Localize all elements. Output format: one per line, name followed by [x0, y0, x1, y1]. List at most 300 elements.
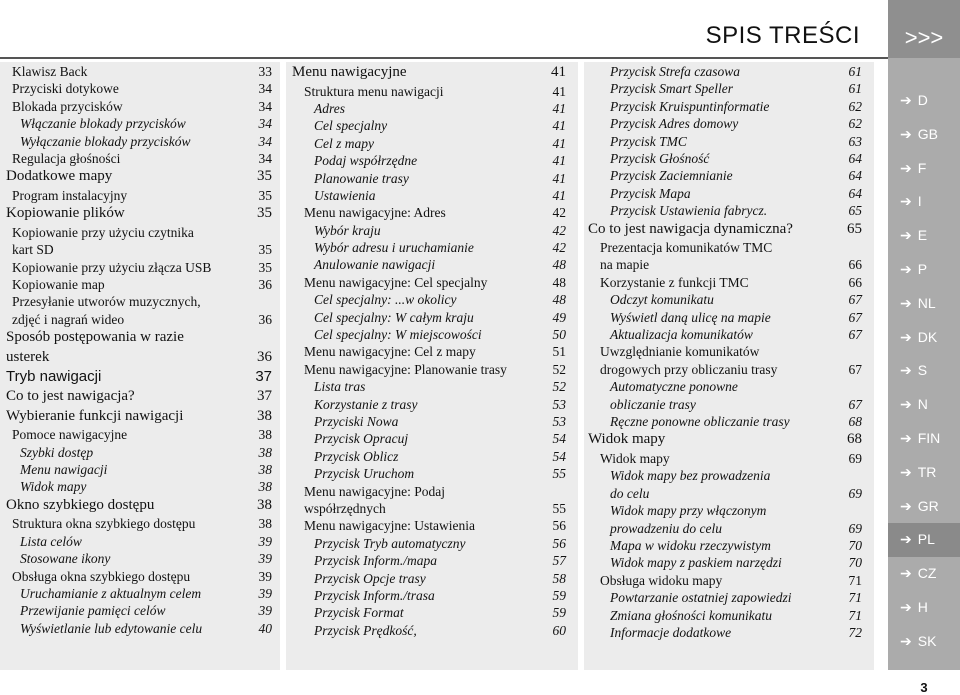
toc-entry[interactable] [6, 550, 272, 567]
toc-entry-page: 34 [258, 116, 272, 132]
toc-entry-title: Przycisk Opracuj [314, 431, 409, 447]
toc-entry-page: 51 [552, 344, 566, 360]
toc-entry[interactable] [292, 413, 566, 430]
toc-entry-page: 37 [257, 388, 272, 405]
toc-entry[interactable] [292, 552, 566, 569]
toc-entry-title: zdjęć i nagrań wideo [12, 311, 125, 327]
toc-entry-page: 69 [848, 450, 862, 466]
toc-entry-page: 42 [552, 222, 566, 238]
language-link-i[interactable] [888, 185, 960, 219]
toc-entry-title: Widok mapy bez prowadzenia [610, 468, 771, 484]
toc-entry-title: Pomoce nawigacyjne [12, 427, 128, 443]
toc-entry[interactable] [292, 535, 566, 552]
toc-entry[interactable] [588, 309, 862, 326]
toc-entry-page: 71 [848, 607, 862, 623]
toc-entry-title: na mapie [600, 257, 650, 273]
language-code: DK [917, 328, 938, 345]
toc-entry-title: Blokada przycisków [12, 98, 123, 114]
toc-entry-page: 67 [848, 327, 862, 343]
toc-entry[interactable] [292, 448, 566, 465]
toc-entry-page: 41 [552, 118, 566, 134]
language-code: TR [917, 463, 937, 480]
toc-entry[interactable] [588, 624, 862, 641]
language-link-gb[interactable] [888, 118, 960, 152]
toc-entry-page: 33 [258, 63, 272, 79]
toc-entry-page: 53 [552, 396, 566, 412]
toc-entry-title: Włączanie blokady przycisków [20, 116, 186, 132]
toc-entry[interactable] [6, 602, 272, 619]
toc-entry-title: Menu nawigacyjne: Planowanie trasy [304, 361, 507, 377]
toc-entry[interactable] [6, 515, 272, 532]
toc-entry[interactable] [588, 485, 862, 502]
toc-entry-page: 72 [848, 624, 862, 640]
toc-entry-page: 52 [552, 361, 566, 377]
toc-entry-page: 39 [258, 533, 272, 549]
toc-entry[interactable] [588, 502, 862, 519]
toc-entry-page: 36 [257, 348, 272, 365]
language-code: P [917, 260, 928, 277]
arrow-right-icon: ➔ [900, 463, 912, 480]
toc-entry-page: 69 [848, 485, 862, 501]
toc-entry-page: 48 [552, 257, 566, 273]
toc-entry[interactable] [292, 500, 566, 517]
toc-entry[interactable] [588, 396, 862, 413]
toc-entry[interactable] [292, 622, 566, 639]
language-code: GB [917, 125, 938, 142]
toc-entry-title: Prezentacja komunikatów TMC [600, 240, 773, 256]
toc-entry-title: Wybieranie funkcji nawigacji [6, 407, 184, 424]
next-page-button[interactable]: >>> [888, 0, 960, 58]
toc-entry-title: Uruchamianie z aktualnym celem [20, 585, 202, 601]
toc-entry-title: Obsługa widoku mapy [600, 572, 723, 588]
language-link-s[interactable] [888, 354, 960, 388]
arrow-right-icon: ➔ [900, 497, 912, 514]
language-code: SK [917, 632, 937, 649]
toc-entry-page: 65 [848, 203, 862, 219]
language-link-pl[interactable] [888, 523, 960, 557]
toc-entry-title: Adres [314, 100, 345, 116]
language-link-tr[interactable] [888, 456, 960, 490]
toc-entry[interactable] [292, 100, 566, 117]
toc-entry-title: Menu nawigacyjne [292, 64, 407, 80]
language-link-n[interactable] [888, 388, 960, 422]
toc-entry-page: 52 [552, 379, 566, 395]
language-code: I [917, 193, 922, 210]
toc-entry-page: 67 [848, 361, 862, 377]
arrow-right-icon: ➔ [900, 260, 912, 277]
toc-entry-page: 62 [848, 116, 862, 132]
toc-entry[interactable] [588, 167, 862, 184]
toc-entry-page: 41 [552, 153, 566, 169]
toc-entry-page: 40 [258, 620, 272, 636]
toc-entry[interactable] [292, 517, 566, 534]
toc-entry-page: 67 [848, 292, 862, 308]
toc-entry[interactable] [588, 450, 862, 467]
toc-entry-title: Przyciski dotykowe [12, 81, 119, 97]
toc-entry-page: 34 [258, 98, 272, 114]
toc-entry[interactable] [6, 407, 272, 427]
toc-entry-title: Cel specjalny: W całym kraju [314, 309, 474, 325]
toc-entry[interactable] [588, 291, 862, 308]
toc-entry[interactable] [292, 187, 566, 204]
toc-entry-title: Wyświetl daną ulicę na mapie [610, 309, 771, 325]
toc-entry[interactable] [292, 222, 566, 239]
language-code: D [917, 92, 928, 108]
toc-entry-title: Obsługa okna szybkiego dostępu [12, 568, 191, 584]
toc-entry[interactable] [6, 224, 272, 241]
toc-entry[interactable] [6, 276, 272, 293]
language-link-cz[interactable] [888, 557, 960, 591]
toc-entry[interactable] [292, 152, 566, 169]
toc-entry-title: Lista celów [20, 533, 82, 549]
toc-entry-title: Cel specjalny [314, 118, 388, 134]
toc-entry[interactable] [588, 274, 862, 291]
toc-entry[interactable] [588, 133, 862, 150]
toc-entry[interactable] [292, 587, 566, 604]
language-code: N [917, 396, 928, 413]
toc-entry[interactable] [292, 204, 566, 221]
toc-entry[interactable] [588, 115, 862, 132]
toc-entry[interactable] [588, 554, 862, 571]
toc-entry-page: 41 [551, 64, 566, 80]
toc-entry-title: Mapa w widoku rzeczywistym [610, 537, 771, 553]
toc-entry-title: drogowych przy obliczaniu trasy [600, 361, 778, 377]
toc-entry-title: Przycisk Format [314, 605, 404, 621]
toc-entry-title: Szybki dostęp [20, 444, 94, 460]
arrow-right-icon: ➔ [900, 565, 912, 582]
arrow-right-icon: ➔ [900, 227, 912, 244]
toc-entry[interactable] [6, 426, 272, 443]
toc-entry-page: 39 [258, 603, 272, 619]
language-link-dk[interactable] [888, 321, 960, 355]
toc-entry-title: Lista tras [314, 379, 366, 395]
toc-entry[interactable] [6, 387, 272, 407]
header [0, 0, 960, 58]
toc-entry-title: Odczyt komunikatu [610, 292, 714, 308]
toc-entry-page: 66 [848, 274, 862, 290]
toc-entry-page: 38 [258, 516, 272, 532]
toc-entry-title: Kopiowanie map [12, 277, 105, 293]
toc-entry[interactable] [292, 257, 566, 274]
toc-entry[interactable] [6, 367, 272, 387]
toc-entry-page: 35 [258, 242, 272, 258]
toc-entry[interactable] [6, 63, 272, 80]
toc-entry-title: Okno szybkiego dostępu [6, 496, 155, 513]
arrow-right-icon: ➔ [900, 125, 912, 142]
toc-entry[interactable] [588, 430, 862, 450]
toc-entry-title: prowadzeniu do celu [610, 520, 722, 536]
toc-entry-title: Wybór kraju [314, 222, 381, 238]
toc-entry-title: Klawisz Back [12, 63, 88, 79]
toc-entry-page: 38 [257, 407, 272, 424]
toc-entry-title: Uwzględnianie komunikatów [600, 344, 760, 360]
toc-entry-title: Wyłączanie blokady przycisków [20, 133, 191, 149]
toc-entry-page: 39 [258, 568, 272, 584]
toc-entry-page: 41 [552, 135, 566, 151]
toc-entry-title: Przycisk Opcje trasy [314, 570, 426, 586]
toc-entry-title: usterek [6, 348, 50, 365]
toc-entry[interactable] [292, 170, 566, 187]
toc-entry-page: 34 [258, 133, 272, 149]
toc-entry-title: Widok mapy [600, 450, 670, 466]
toc-entry-title: Przycisk Zaciemnianie [610, 168, 733, 184]
toc-entry-title: Przycisk Prędkość, [314, 622, 417, 638]
toc-entry[interactable] [292, 239, 566, 256]
language-link-h[interactable] [888, 591, 960, 625]
toc-entry[interactable] [6, 568, 272, 585]
language-link-sk[interactable] [888, 625, 960, 659]
page-number: 3 [920, 680, 928, 695]
toc-entry-title: Wybór adresu i uruchamianie [314, 240, 474, 256]
language-link-gr[interactable] [888, 490, 960, 524]
toc-entry[interactable] [292, 135, 566, 152]
toc-entry-page: 55 [552, 466, 566, 482]
toc-entry-title: Struktura okna szybkiego dostępu [12, 516, 196, 532]
toc-entry[interactable] [292, 326, 566, 343]
toc-entry[interactable] [588, 257, 862, 274]
toc-entry-page: 67 [848, 309, 862, 325]
toc-entry[interactable] [292, 570, 566, 587]
toc-entry-page: 71 [848, 572, 862, 588]
toc-entry-title: Stosowane ikony [20, 551, 111, 567]
toc-entry[interactable] [6, 444, 272, 461]
language-link-nl[interactable] [888, 287, 960, 321]
toc-entry[interactable] [588, 589, 862, 606]
arrow-right-icon: ➔ [900, 159, 912, 176]
toc-entry-title: Menu nawigacyjne: Podaj [304, 483, 445, 499]
toc-entry-title: Przycisk Oblicz [314, 448, 399, 464]
toc-entry-page: 48 [552, 274, 566, 290]
toc-entry-title: Przesyłanie utworów muzycznych, [12, 294, 201, 310]
toc-entry-title: Regulacja głośności [12, 150, 121, 166]
toc-entry-title: Widok mapy przy włączonym [610, 503, 767, 519]
toc-entry-page: 39 [258, 585, 272, 601]
toc-entry[interactable] [6, 241, 272, 258]
toc-entry[interactable] [292, 83, 566, 100]
toc-entry-page: 36 [258, 311, 272, 327]
toc-entry-title: Tryb nawigacji [6, 368, 102, 386]
toc-entry[interactable] [6, 478, 272, 495]
toc-entry-title: Ręczne ponowne obliczanie trasy [610, 414, 790, 429]
toc-entry-title: Przyciski Nowa [314, 414, 399, 429]
toc-entry[interactable] [6, 620, 272, 637]
toc-entry-page: 35 [257, 205, 272, 222]
toc-column-3 [588, 63, 862, 641]
toc-entry[interactable] [588, 98, 862, 115]
toc-entry-page: 41 [552, 187, 566, 203]
toc-entry-title: Ustawienia [314, 187, 376, 203]
toc-entry-title: Aktualizacja komunikatów [610, 327, 753, 343]
toc-entry-page: 64 [848, 168, 862, 184]
toc-entry-page: 64 [848, 150, 862, 166]
arrow-right-icon: ➔ [900, 598, 912, 615]
toc-entry-title: Przycisk TMC [610, 133, 687, 149]
toc-entry-title: Menu nawigacyjne: Cel z mapy [304, 344, 476, 360]
toc-entry[interactable] [588, 413, 862, 430]
toc-entry[interactable] [588, 202, 862, 219]
language-link-f[interactable] [888, 152, 960, 186]
toc-entry-title: kart SD [12, 242, 54, 258]
toc-entry-page: 38 [257, 496, 272, 513]
toc-entry-title: obliczanie trasy [610, 396, 696, 412]
toc-entry-page: 49 [552, 309, 566, 325]
toc-entry[interactable] [6, 133, 272, 150]
toc-entry[interactable] [588, 520, 862, 537]
toc-entry[interactable] [588, 343, 862, 360]
toc-entry-page: 42 [552, 240, 566, 256]
toc-entry[interactable] [6, 348, 272, 368]
toc-entry[interactable] [292, 604, 566, 621]
toc-entry-title: Wyświetlanie lub edytowanie celu [20, 620, 203, 636]
language-code: FIN [917, 429, 941, 446]
toc-column-1 [6, 63, 272, 637]
toc-entry-page: 57 [552, 553, 566, 569]
toc-entry-page: 71 [848, 590, 862, 606]
toc-entry-title: Planowanie trasy [314, 170, 409, 186]
toc-entry-title: Widok mapy [20, 479, 87, 495]
toc-entry-title: Przycisk Smart Speller [610, 81, 733, 97]
toc-entry-page: 38 [258, 427, 272, 443]
toc-entry-page: 60 [552, 622, 566, 638]
toc-entry-page: 36 [258, 277, 272, 293]
toc-entry-page: 56 [552, 535, 566, 551]
toc-entry[interactable] [292, 378, 566, 395]
toc-entry-title: Przycisk Mapa [610, 185, 691, 201]
toc-entry-page: 35 [258, 259, 272, 275]
toc-entry-page: 39 [258, 551, 272, 567]
language-link-d[interactable] [888, 84, 960, 118]
toc-entry-page: 35 [258, 187, 272, 203]
toc-entry[interactable] [292, 117, 566, 134]
language-link-p[interactable] [888, 253, 960, 287]
language-code: PL [917, 531, 935, 548]
toc-entry[interactable] [588, 63, 862, 80]
toc-entry-page: 59 [552, 587, 566, 603]
toc-entry-title: Menu nawigacji [20, 462, 108, 477]
toc-entry[interactable] [6, 115, 272, 132]
toc-entry-page: 68 [847, 431, 862, 448]
toc-entry[interactable] [292, 430, 566, 447]
toc-entry-page: 38 [258, 479, 272, 495]
toc-entry[interactable] [292, 361, 566, 378]
toc-entry[interactable] [6, 533, 272, 550]
toc-entry[interactable] [6, 98, 272, 115]
toc-entry[interactable] [6, 204, 272, 224]
toc-entry-page: 64 [848, 185, 862, 201]
toc-entry[interactable] [6, 167, 272, 187]
toc-entry-title: Cel specjalny: W miejscowości [314, 327, 482, 343]
toc-entry-page: 69 [848, 520, 862, 536]
toc-entry-page: 58 [552, 570, 566, 586]
toc-entry[interactable] [588, 220, 862, 240]
toc-entry-title: współrzędnych [304, 500, 386, 516]
toc-entry-page: 67 [848, 396, 862, 412]
toc-entry-page: 54 [552, 431, 566, 447]
toc-entry-page: 35 [257, 168, 272, 185]
toc-entry-title: Przycisk Ustawienia fabrycz. [610, 203, 768, 219]
language-link-e[interactable] [888, 219, 960, 253]
language-nav-panel [888, 0, 960, 670]
language-code: H [917, 598, 928, 615]
toc-entry-title: Przycisk Uruchom [314, 466, 415, 482]
language-code: E [917, 227, 928, 244]
toc-entry[interactable] [588, 537, 862, 554]
arrow-right-icon: ➔ [900, 193, 912, 210]
toc-entry[interactable] [292, 63, 566, 83]
toc-entry[interactable] [6, 80, 272, 97]
toc-entry-title: Dodatkowe mapy [6, 168, 113, 185]
toc-entry[interactable] [6, 328, 272, 348]
toc-entry-title: Sposób postępowania w razie [6, 329, 184, 346]
toc-entry[interactable] [6, 259, 272, 276]
toc-entry-page: 62 [848, 98, 862, 114]
toc-entry-page: 48 [552, 292, 566, 308]
toc-entry[interactable] [292, 291, 566, 308]
toc-entry-page: 68 [848, 414, 862, 429]
toc-entry[interactable] [588, 607, 862, 624]
toc-entry[interactable] [588, 239, 862, 256]
toc-entry-title: Przycisk Inform./trasa [314, 587, 435, 603]
toc-entry-page: 70 [848, 555, 862, 571]
toc-entry-page: 41 [552, 83, 566, 99]
language-link-fin[interactable] [888, 422, 960, 456]
toc-entry-title: Co to jest nawigacja dynamiczna? [588, 220, 793, 237]
toc-entry-page: 38 [258, 462, 272, 477]
toc-entry[interactable] [588, 572, 862, 589]
toc-entry-title: Automatyczne ponowne [610, 379, 738, 395]
toc-entry[interactable] [6, 187, 272, 204]
toc-entry-page: 41 [552, 170, 566, 186]
toc-entry-title: Widok mapy [588, 431, 666, 448]
toc-entry-title: Menu nawigacyjne: Cel specjalny [304, 274, 488, 290]
toc-entry-title: Korzystanie z funkcji TMC [600, 274, 749, 290]
toc-entry[interactable] [588, 326, 862, 343]
toc-entry-page: 53 [552, 414, 566, 429]
toc-entry[interactable] [588, 467, 862, 484]
toc-entry[interactable] [292, 343, 566, 360]
toc-entry[interactable] [292, 396, 566, 413]
toc-entry-title: Przycisk Strefa czasowa [610, 63, 740, 79]
toc-entry[interactable] [6, 311, 272, 328]
header-divider [0, 57, 890, 59]
toc-entry[interactable] [292, 465, 566, 482]
toc-entry-page: 41 [552, 100, 566, 116]
toc-entry[interactable] [292, 274, 566, 291]
toc-entry-title: Kopiowanie plików [6, 205, 125, 222]
toc-entry[interactable] [588, 361, 862, 378]
toc-entry[interactable] [588, 80, 862, 97]
toc-entry[interactable] [588, 378, 862, 395]
arrow-right-icon: ➔ [900, 92, 912, 108]
toc-entry-title: Informacje dodatkowe [610, 624, 732, 640]
toc-entry-title: Widok mapy z paskiem narzędzi [610, 555, 782, 571]
toc-entry[interactable] [292, 309, 566, 326]
toc-entry[interactable] [6, 150, 272, 167]
toc-entry-page: 65 [847, 220, 862, 237]
toc-entry[interactable] [6, 496, 272, 516]
language-code: NL [917, 294, 936, 311]
toc-entry-title: Cel specjalny: ...w okolicy [314, 292, 457, 308]
toc-entry[interactable] [6, 461, 272, 478]
toc-entry[interactable] [292, 483, 566, 500]
toc-entry[interactable] [588, 150, 862, 167]
language-code: F [917, 159, 927, 176]
toc-entry[interactable] [6, 293, 272, 310]
toc-entry-title: Przycisk Tryb automatyczny [314, 535, 466, 551]
toc-entry[interactable] [6, 585, 272, 602]
toc-entry[interactable] [588, 185, 862, 202]
toc-entry-page: 55 [552, 500, 566, 516]
